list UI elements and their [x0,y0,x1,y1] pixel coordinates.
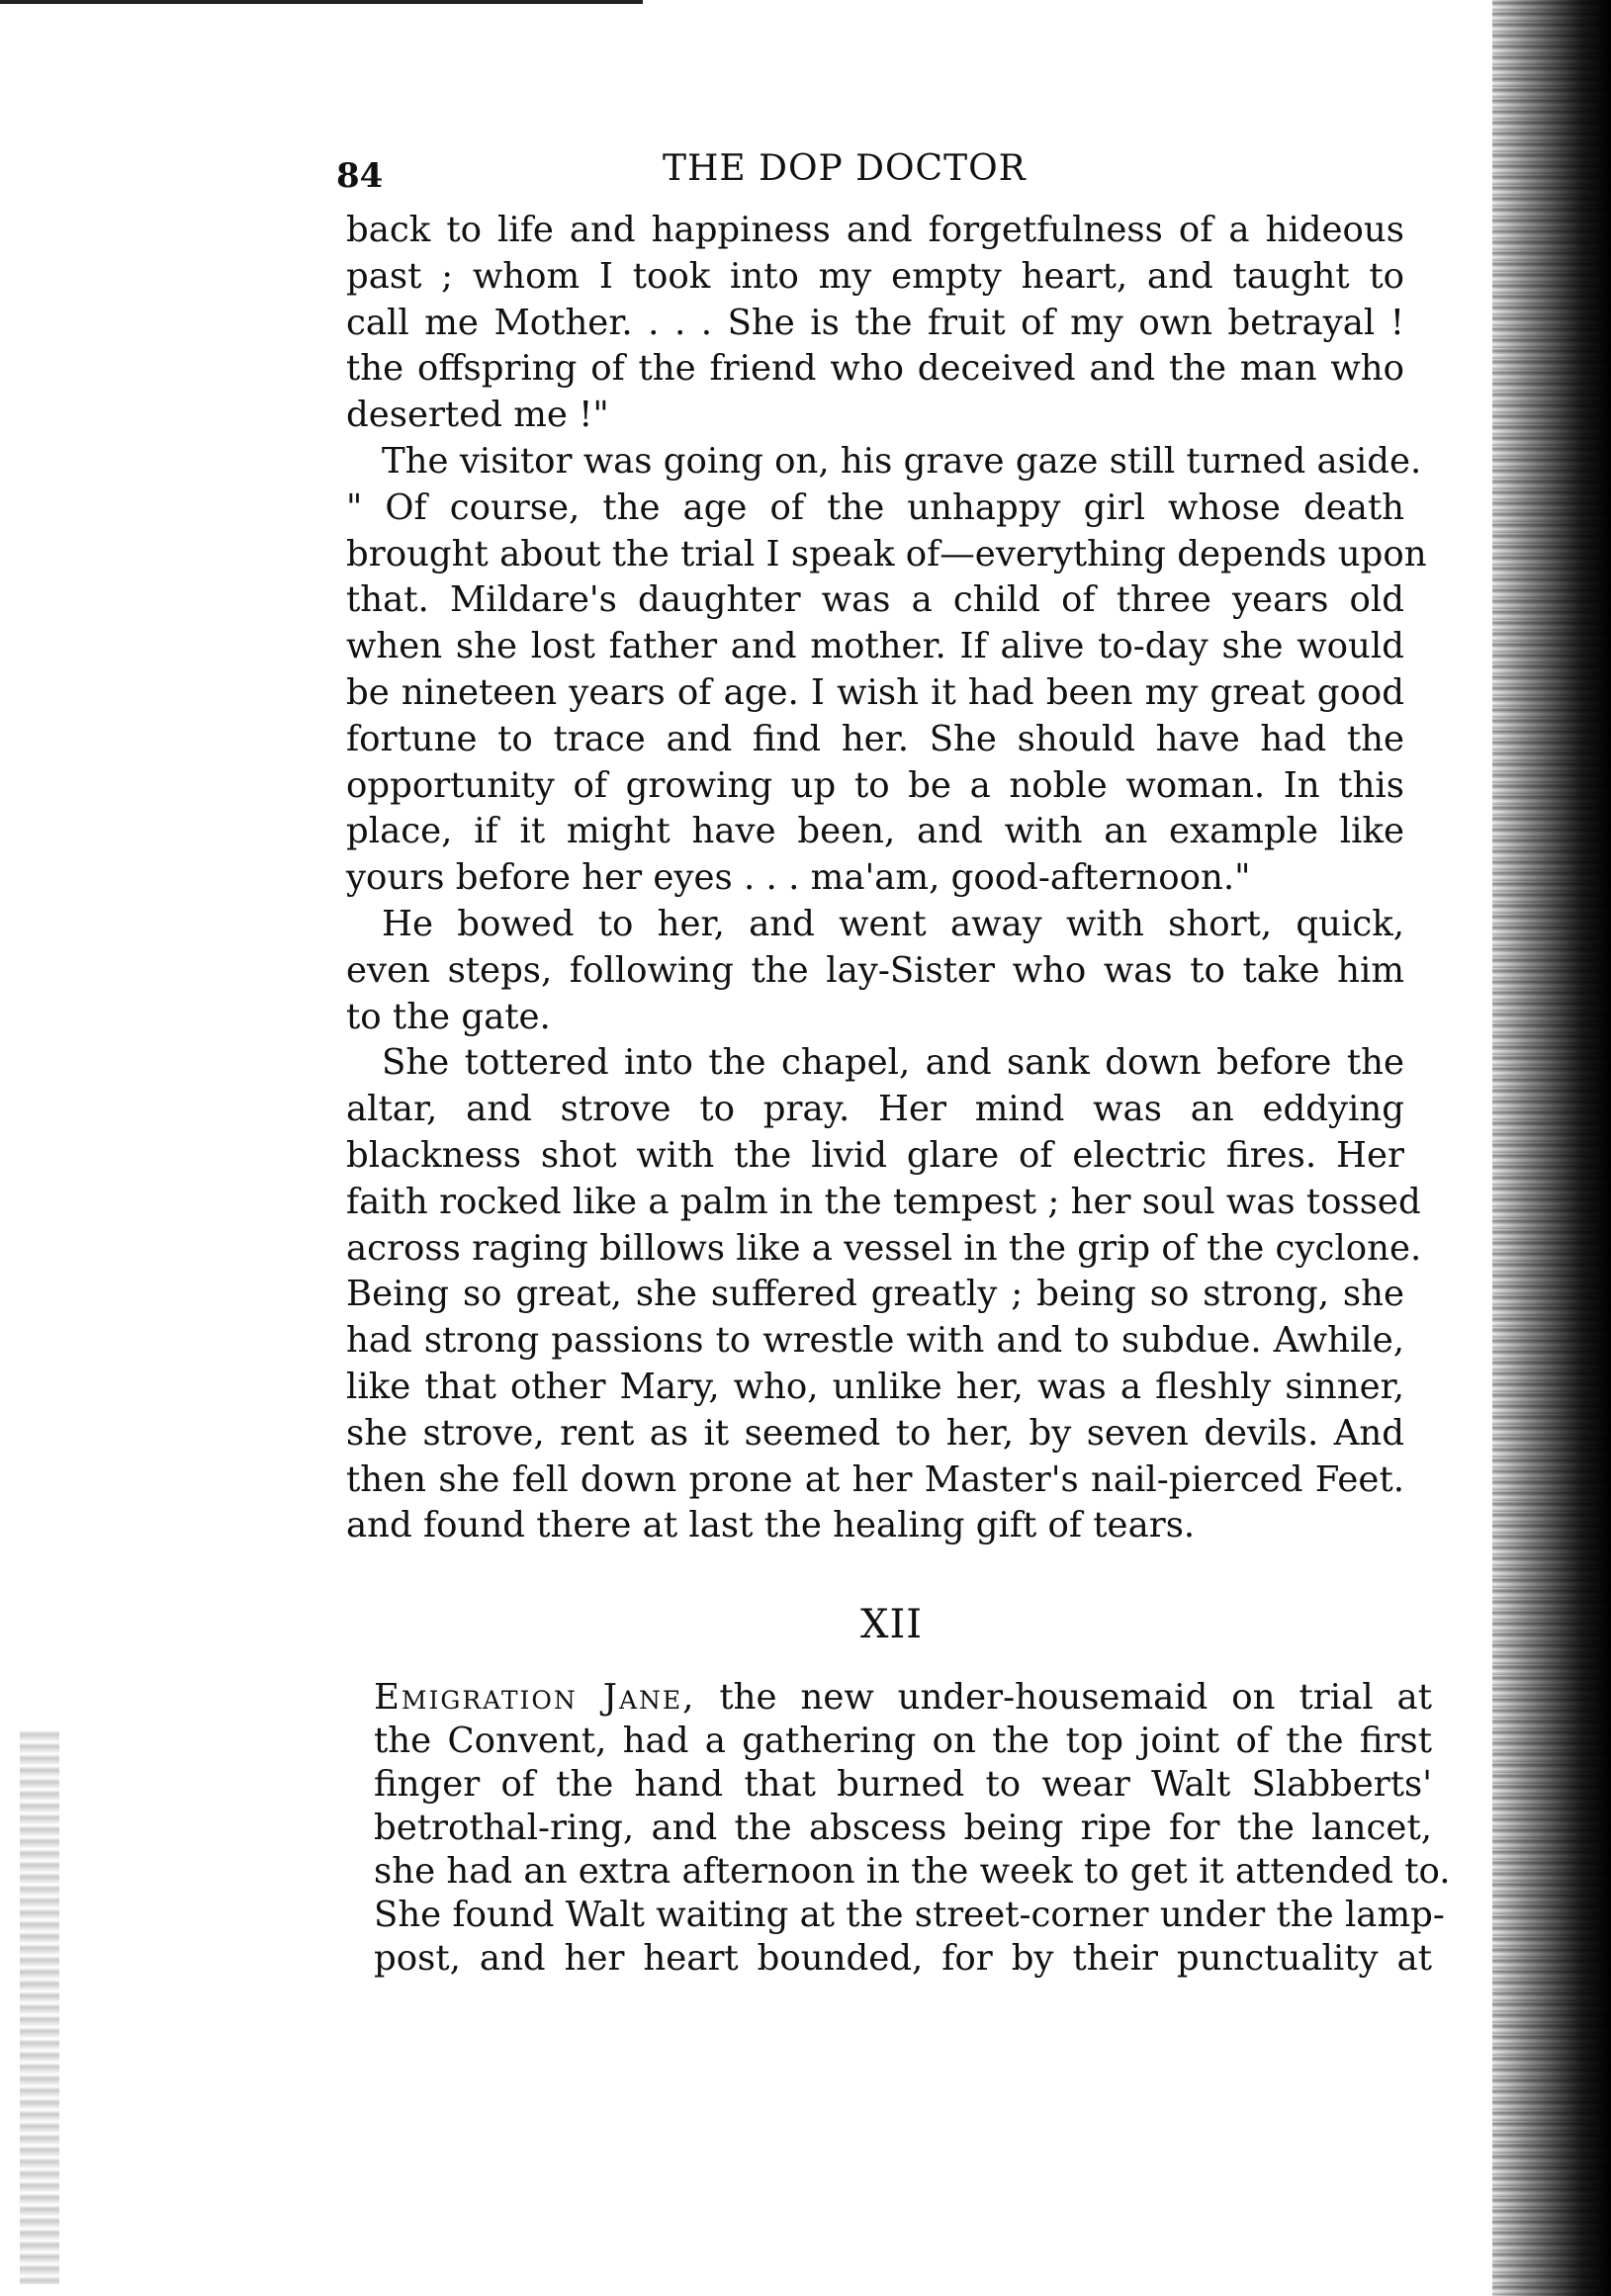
text-line: even steps, following the lay-Sister who was to take him [346,949,1404,991]
left-edge-shadow [20,1730,59,2284]
text-line: that. Mildare's daughter was a child of three years old [346,579,1404,621]
text-line: " Of course, the age of the unhappy girl whose death [346,486,1404,528]
text-line: brought about the trial I speak of—everything depends upon [346,533,1427,574]
text-line: place, if it might have been, and with an example like [346,811,1404,852]
text-line: call me Mother. . . . She is the fruit of my own betrayal ! [346,302,1404,343]
top-edge-rule [0,0,643,4]
text-line: had strong passions to wrestle with and to subdue. Awhile, [346,1320,1404,1362]
text-line [374,1676,1432,1720]
text-line: deserted me !" [346,395,609,436]
text-line: He bowed to her, and went away with short, quick, [382,903,1404,944]
text-line: to the gate. [346,996,551,1037]
text-line: past ; whom I took into my empty heart, and taught to [346,255,1404,297]
page-header [336,148,1424,198]
text-line: when she lost father and mother. If alive to-day she would [346,626,1404,667]
text-line: be nineteen years of age. I wish it had been my great good [346,671,1404,713]
text-line: opportunity of growing up to be a noble woman. In this [346,764,1404,806]
text-line: back to life and happiness and forgetfulness of a hideous [346,210,1404,250]
text-line: like that other Mary, who, unlike her, was a fleshly sinner, [346,1366,1404,1407]
text-line: She found Walt waiting at the street-corner under the lamp- [374,1895,1445,1935]
text-line: she had an extra afternoon in the week to get it attended to. [374,1851,1451,1892]
text-line: blackness shot with the livid glare of electric fires. Her [346,1134,1404,1176]
chapter-opening-small-caps: Emigration Jane, [374,1677,696,1718]
text-line: fortune to trace and find her. She should have had the [346,718,1404,759]
running-title: THE DOP DOCTOR [663,148,1027,189]
text-line-continuation: the new under-housemaid on trial at [719,1677,1432,1718]
book-spine-shadow [1492,0,1611,2296]
chapter-heading: XII [860,1602,924,1647]
text-line: She tottered into the chapel, and sank down before the [382,1042,1404,1084]
text-line: finger of the hand that burned to wear Walt Slabberts' [374,1764,1432,1805]
text-line: the Convent, had a gathering on the top joint of the first [374,1721,1432,1761]
text-line: she strove, rent as it seemed to her, by seven devils. And [346,1412,1404,1454]
text-line: across raging billows like a vessel in the grip of the cyclone. [346,1227,1422,1269]
text-line: betrothal-ring, and the abscess being ripe for the lancet, [374,1808,1432,1848]
text-line: altar, and strove to pray. Her mind was an eddying [346,1089,1404,1130]
text-line: The visitor was going on, his grave gaze still turned aside. [382,440,1422,482]
text-block-chapter [374,1676,1451,1981]
text-line: Being so great, she suffered greatly ; being so strong, she [346,1274,1404,1315]
text-line: and found there at last the healing gift of tears. [346,1505,1196,1546]
page-number: 84 [336,156,384,196]
text-line: faith rocked like a palm in the tempest ; her soul was tossed [346,1181,1421,1222]
text-line: yours before her eyes . . . ma'am, good-afternoon." [346,857,1251,899]
text-block-main [346,208,1427,1549]
text-line: post, and her heart bounded, for by their punctuality at [374,1938,1432,1979]
text-line: the offspring of the friend who deceived and the man who [346,348,1404,390]
text-line: then she fell down prone at her Master's nail-pierced Feet. [346,1458,1404,1500]
